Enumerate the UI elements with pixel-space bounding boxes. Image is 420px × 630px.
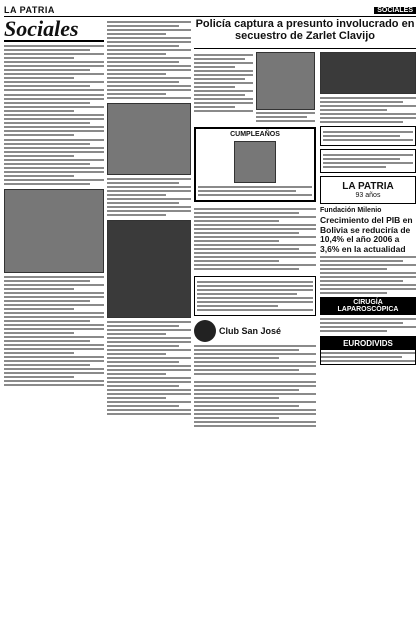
milenio-article bbox=[320, 207, 416, 294]
page-header bbox=[4, 4, 416, 17]
photo-police-story bbox=[256, 52, 315, 110]
milenio-org: Fundación Milenio bbox=[320, 207, 382, 214]
column-4 bbox=[320, 52, 416, 626]
text-block-6 bbox=[107, 178, 191, 216]
birthdays-title: CUMPLEAÑOS bbox=[230, 131, 280, 138]
euro-ad bbox=[320, 336, 416, 365]
lead-headline: Policía captura a presunto involucrado en secuestro de Zarlet Clavijo bbox=[194, 18, 416, 49]
ad-table bbox=[194, 276, 316, 316]
club-name: Club San José bbox=[219, 326, 282, 336]
text-block-4 bbox=[4, 276, 104, 386]
text-block-10 bbox=[320, 97, 416, 123]
edition-info bbox=[366, 7, 416, 14]
text-block-5 bbox=[107, 21, 191, 99]
photo-carlos-gardel bbox=[107, 220, 191, 318]
section-masthead bbox=[4, 18, 104, 42]
column-2 bbox=[107, 18, 191, 626]
anniversary-subtitle: 93 años bbox=[355, 192, 381, 199]
column-3 bbox=[194, 52, 316, 626]
anniversary-box bbox=[320, 176, 416, 204]
section-label: SOCIALES bbox=[374, 7, 416, 14]
surgery-banner: CIRUGÍA LAPAROSCÓPICA bbox=[320, 297, 416, 315]
notice-block bbox=[194, 208, 316, 270]
ad-banner-logo bbox=[320, 52, 416, 94]
column-1 bbox=[4, 18, 104, 626]
club-ad bbox=[194, 320, 316, 342]
text-block-3 bbox=[4, 139, 104, 185]
photo-couple bbox=[4, 189, 104, 273]
ad-rejuvenation bbox=[320, 149, 416, 173]
section-masthead-title: Sociales bbox=[4, 18, 79, 41]
text-block-7 bbox=[107, 321, 191, 415]
euro-name: EURODIVIDS bbox=[321, 337, 415, 350]
birthdays-box bbox=[194, 127, 316, 202]
text-block-11 bbox=[320, 318, 416, 332]
milenio-headline: Crecimiento del PIB en Bolivia se reduciría de 10,4% el año 2006 a 3,6% en la actualidad bbox=[320, 215, 413, 254]
text-block-2 bbox=[4, 94, 104, 136]
text-block-1 bbox=[4, 45, 104, 91]
anniversary-title: LA PATRIA bbox=[342, 181, 394, 192]
photo-birthday bbox=[234, 141, 276, 183]
text-block-8 bbox=[194, 345, 316, 375]
photo-group bbox=[107, 103, 191, 175]
text-block-9 bbox=[194, 381, 316, 427]
publication-name: LA PATRIA bbox=[4, 5, 55, 15]
ad-doctor bbox=[320, 126, 416, 146]
club-logo bbox=[194, 320, 216, 342]
